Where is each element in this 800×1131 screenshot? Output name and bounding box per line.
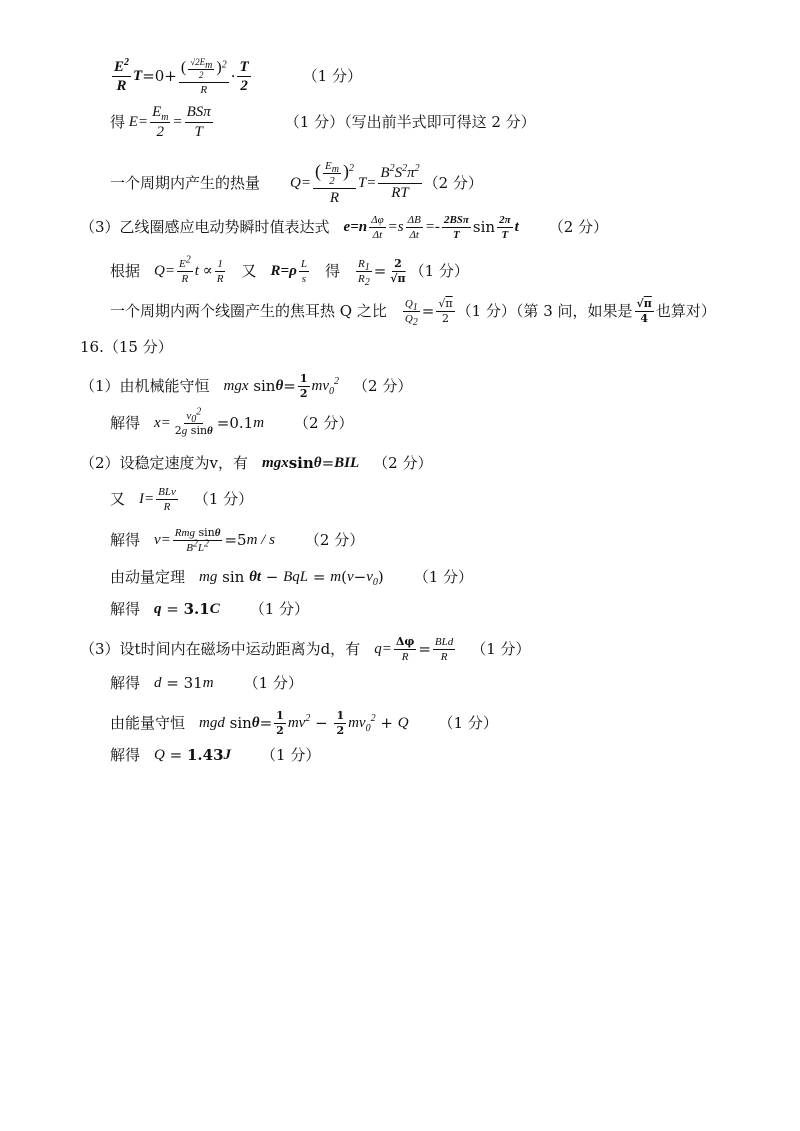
- momentum-score: （1 分）: [413, 568, 474, 586]
- you-label: 又: [110, 490, 126, 509]
- solution-label-2: 解得: [110, 531, 141, 550]
- equation-line-2: [110, 104, 536, 140]
- fraction-q1-q2: $\frac{Q_1}{Q_2}$: [404, 298, 418, 329]
- text-heat-label: 一个周期内产生的热量: [110, 173, 261, 192]
- part3-score: （1 分）: [471, 640, 531, 659]
- math-text: J: [223, 747, 232, 763]
- question-16-title: [80, 340, 173, 355]
- math-text: $mv_0^2$: [311, 376, 340, 398]
- math-text: sin: [288, 454, 314, 472]
- math-text: q: [154, 601, 162, 617]
- q16-part3-distance: [110, 676, 303, 691]
- math-text: e=n: [343, 219, 368, 236]
- math-text: =-: [424, 219, 440, 236]
- math-text: =: [418, 640, 431, 659]
- math-text: θt: [249, 569, 262, 585]
- math-text: T=: [357, 174, 377, 191]
- text-ratio-label: 一个周期内两个线圈产生的焦耳热 Q 之比: [110, 302, 387, 321]
- text-you: 又: [241, 262, 257, 281]
- momentum-label: 由动量定理: [110, 568, 186, 586]
- math-text: Q=: [290, 174, 311, 191]
- part3-label: （3）设t时间内在磁场中运动距离为d，有: [80, 640, 361, 659]
- math-text: BqL: [283, 569, 309, 585]
- math-text: x=: [154, 415, 171, 432]
- fraction-x: $\frac{v_0^2}{\text{2g sinθ}}$: [174, 406, 213, 438]
- score-3: （2 分）: [423, 173, 483, 192]
- math-text: m: [253, 415, 265, 432]
- text-de-2: 得: [324, 262, 340, 281]
- math-text: m: [202, 675, 214, 691]
- score-5: （1 分）: [409, 262, 469, 281]
- math-text: +: [375, 714, 398, 733]
- math-text: C: [209, 601, 220, 617]
- q16-part3-heat: [110, 748, 320, 763]
- fraction-em-over-2: $\frac{E_m}{2}$: [152, 104, 169, 140]
- fraction-l-over-s: $\frac{L}{s}$: [300, 258, 307, 286]
- math-text: t: [514, 219, 519, 236]
- math-text: T: [133, 68, 143, 85]
- solution-label: 解得: [110, 414, 141, 433]
- solution-label-5: 解得: [110, 746, 141, 764]
- fraction-blv-r: $\frac{\text{BLv}}{R}$: [158, 486, 176, 514]
- math-text: BIL: [334, 455, 360, 471]
- math-text: $mv^2$: [287, 713, 311, 732]
- fraction-2pi-t: $\frac{2\pi}{T}$: [499, 214, 511, 242]
- q16-part2-current: [110, 486, 253, 513]
- math-text: =: [216, 414, 230, 433]
- q-value: 3.1: [183, 600, 210, 618]
- math-text: =: [161, 600, 184, 618]
- fraction-bld-r: $\frac{\text{BLd}}{R}$: [434, 636, 454, 664]
- q16-part3-energy: [110, 710, 498, 737]
- question-title: 16.（15 分）: [80, 338, 173, 356]
- math-text: =0+: [142, 67, 177, 86]
- distance-score: （1 分）: [243, 674, 303, 692]
- math-text: =: [172, 113, 183, 130]
- score-1: （1 分）: [302, 67, 362, 86]
- text-genju: 根据: [110, 262, 141, 281]
- fraction-half-b: $\frac{1}{2}$: [336, 709, 345, 738]
- math-text: t ∝: [194, 263, 213, 280]
- equation-line-6: [110, 297, 716, 329]
- part1-label: （1）由机械能守恒: [80, 377, 210, 396]
- math-text: mgd: [199, 715, 225, 732]
- math-text: v: [346, 569, 354, 585]
- fraction-sqrtpi-2: $\frac{√\pi}{2}$: [438, 297, 453, 326]
- score-4: （2 分）: [548, 218, 609, 237]
- charge-score: （1 分）: [249, 600, 310, 618]
- math-text: d: [154, 675, 162, 691]
- math-text: sin: [472, 218, 496, 237]
- part2-label: （2）设稳定速度为v，有: [80, 454, 249, 472]
- math-text: m: [330, 569, 342, 585]
- math-text: mgx: [223, 378, 249, 395]
- math-text: =: [373, 262, 387, 281]
- fraction-t-over-2: $\frac{T}{2}$: [239, 58, 249, 95]
- text-also-correct: 也算对）: [655, 302, 716, 321]
- math-text: ): [377, 568, 384, 586]
- math-text: Q: [397, 715, 409, 732]
- q16-part3-line: [80, 636, 531, 663]
- math-text: =: [283, 377, 296, 396]
- d-value: 31: [183, 674, 203, 692]
- math-text: =: [321, 454, 335, 472]
- fraction-e2-over-r: $\frac{E^2}{R}$: [114, 56, 130, 95]
- math-text: =: [161, 674, 184, 692]
- q16-part1-solution: [110, 406, 354, 438]
- energy-label: 由能量守恒: [110, 714, 186, 733]
- text-de: 得: [110, 112, 126, 131]
- math-text: sin: [248, 377, 276, 396]
- solution-label-3: 解得: [110, 600, 141, 618]
- math-text: θ: [251, 715, 260, 732]
- math-text: −: [261, 568, 284, 586]
- fraction-dphi-dt: $\frac{\Delta\varphi}{\Delta t}$: [371, 214, 384, 242]
- math-text: θ: [275, 378, 284, 395]
- math-text: =: [259, 714, 273, 733]
- math-text: mgx: [262, 455, 289, 471]
- energy-score: （1 分）: [438, 714, 498, 733]
- math-text: =s: [387, 219, 404, 236]
- math-text: sin: [217, 568, 250, 586]
- q16-part2-charge: [110, 602, 309, 617]
- math-text: $mv_0^2$: [348, 713, 376, 735]
- current-score: （1 分）: [193, 490, 254, 509]
- q16-part2-velocity: [110, 527, 364, 554]
- fraction-2-sqrtpi: $\frac{2}{√\pi}$: [390, 257, 406, 286]
- fraction-dphi-r: $\frac{\Delta\varphi}{R}$: [395, 635, 415, 664]
- fraction-heat: ( $\frac{E_m}{2}$ )$^2$ R: [314, 160, 354, 207]
- equation-line-5: [110, 254, 469, 289]
- fraction-1-2: $\frac{1}{2}$: [299, 372, 308, 401]
- part1-score: （2 分）: [353, 377, 413, 396]
- math-text: $v_0$: [366, 569, 378, 588]
- v-value: 5: [237, 531, 247, 550]
- solution-label-4: 解得: [110, 674, 141, 692]
- fraction-velocity: $\frac{\text{Rmg sinθ}}{B^2L^2}$: [174, 526, 221, 555]
- fraction-sqrtpi-4: $\frac{√\pi}{4}$: [636, 297, 652, 326]
- math-text: −: [353, 568, 367, 586]
- fraction-1-over-r: $\frac{1}{R}$: [216, 258, 224, 286]
- fraction-db-dt: $\frac{\Delta B}{\Delta t}$: [407, 214, 421, 242]
- math-text: E=: [125, 113, 149, 130]
- score-6: （1 分）（第 3 问，如果是: [456, 302, 633, 321]
- math-text: sin: [224, 714, 252, 733]
- equation-line-3: [110, 160, 483, 207]
- math-text: q=: [374, 641, 392, 658]
- q16-part2-line: [80, 456, 432, 471]
- math-text: Q=: [154, 263, 175, 280]
- fraction-bspi-over-t: $\frac{\text{BSπ}}{T}$: [186, 104, 211, 140]
- heat-score: （1 分）: [261, 746, 321, 764]
- solution-score: （2 分）: [294, 414, 354, 433]
- velocity-score: （2 分）: [304, 531, 365, 550]
- q16-part2-momentum: [110, 568, 474, 588]
- math-text: −: [310, 714, 333, 733]
- fraction-r1-r2: $\frac{R_1}{R_2}$: [357, 258, 370, 289]
- fraction-em-squared: ( $\frac{√2E_m}{2}$ )$^2$ R: [180, 57, 227, 96]
- math-text: v=: [154, 532, 171, 549]
- math-text: mg: [199, 569, 218, 585]
- math-text: I=: [139, 491, 155, 508]
- math-text: =: [224, 531, 238, 550]
- math-text: ·: [230, 67, 236, 86]
- math-text: m / s: [246, 532, 275, 549]
- math-text: Q: [154, 747, 165, 763]
- math-text: =: [308, 568, 331, 586]
- fraction-2bspi-t: $\frac{\text{2BSπ}}{T}$: [443, 214, 469, 242]
- part2-score: （2 分）: [373, 454, 433, 472]
- equation-line-1: [110, 58, 362, 96]
- fraction-half-a: $\frac{1}{2}$: [276, 709, 284, 738]
- math-text: θ: [313, 455, 322, 471]
- fraction-e2-r: $\frac{E^2}{R}$: [178, 254, 191, 286]
- q16-part1-line: [80, 373, 412, 400]
- heat-value: 1.43: [186, 746, 224, 764]
- score-2: （1 分）（写出前半式即可得这 2 分）: [284, 112, 536, 131]
- x-value: 0.1: [229, 414, 254, 433]
- text-part3-label: （3）乙线圈感应电动势瞬时值表达式: [80, 218, 330, 237]
- math-text: R=ρ: [270, 263, 297, 280]
- equation-line-4: [80, 214, 608, 241]
- fraction-b2s2pi2-rt: $\frac{B^2S^2\pi^2}{RT}$: [380, 163, 420, 201]
- math-text: =: [421, 302, 435, 321]
- math-text: (: [341, 568, 347, 586]
- math-text: =: [164, 746, 187, 764]
